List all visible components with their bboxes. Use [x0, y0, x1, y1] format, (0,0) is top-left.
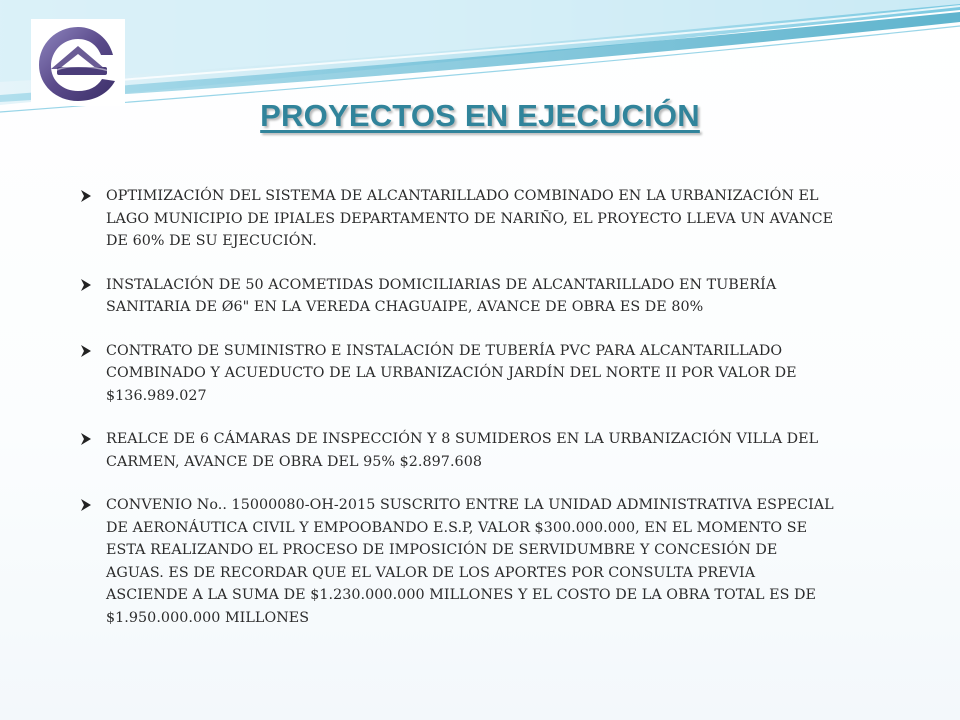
arrowhead-bullet-icon — [78, 340, 94, 362]
arrowhead-bullet-icon — [78, 428, 94, 450]
project-item-text: CONVENIO No.. 15000080-OH-2015 SUSCRITO ENTRE LA UNIDAD ADMINISTRATIVA ESPECIAL DE AERONÁUTICA CIVIL Y EMPOOBANDO E.S.P, VALOR $300.000.000, EN EL MOMENTO SE ESTA REALIZANDO EL PROCESO DE IMPOSICIÓN DE SERVIDUMBRE Y CONCESIÓN DE AGUAS. ES DE RECORDAR QUE EL VALOR DE LOS APORTES POR CONSULTA PREVIA ASCIENDE A LA SUMA DE $1.230.000.000 MILLONES Y EL COSTO DE LA OBRA TOTAL ES DE $1.950.000.000 MILLONES — [106, 497, 834, 626]
project-list — [78, 185, 838, 650]
project-item-text: OPTIMIZACIÓN DEL SISTEMA DE ALCANTARILLADO COMBINADO EN LA URBANIZACIÓN EL LAGO MUNICIPIO DE IPIALES DEPARTAMENTO DE NARIÑO, EL PROYECTO LLEVA UN AVANCE DE 60% DE SU EJECUCIÓN. — [106, 188, 834, 249]
project-item-text: REALCE DE 6 CÁMARAS DE INSPECCIÓN Y 8 SUMIDEROS EN LA URBANIZACIÓN VILLA DEL CARMEN, AVANCE DE OBRA DEL 95% $2.897.608 — [106, 431, 819, 470]
arrowhead-bullet-icon — [78, 185, 94, 207]
project-item — [78, 274, 838, 319]
project-item — [78, 494, 838, 629]
project-item-text: CONTRATO DE SUMINISTRO E INSTALACIÓN DE TUBERÍA PVC PARA ALCANTARILLADO COMBINADO Y ACUEDUCTO DE LA URBANIZACIÓN JARDÍN DEL NORTE II POR VALOR DE $136.989.027 — [106, 342, 797, 404]
arrowhead-bullet-icon — [78, 494, 94, 516]
arrowhead-bullet-icon — [78, 274, 94, 296]
project-item — [78, 428, 838, 473]
page-title: PROYECTOS EN EJECUCIÓN — [260, 98, 700, 133]
project-item — [78, 185, 838, 253]
company-logo-icon — [31, 19, 125, 106]
project-item-text: INSTALACIÓN DE 50 ACOMETIDAS DOMICILIARIAS DE ALCANTARILLADO EN TUBERÍA SANITARIA DE Ø6" EN LA VEREDA CHAGUAIPE, AVANCE DE OBRA ES DE 80% — [106, 276, 777, 315]
project-item — [78, 340, 838, 408]
